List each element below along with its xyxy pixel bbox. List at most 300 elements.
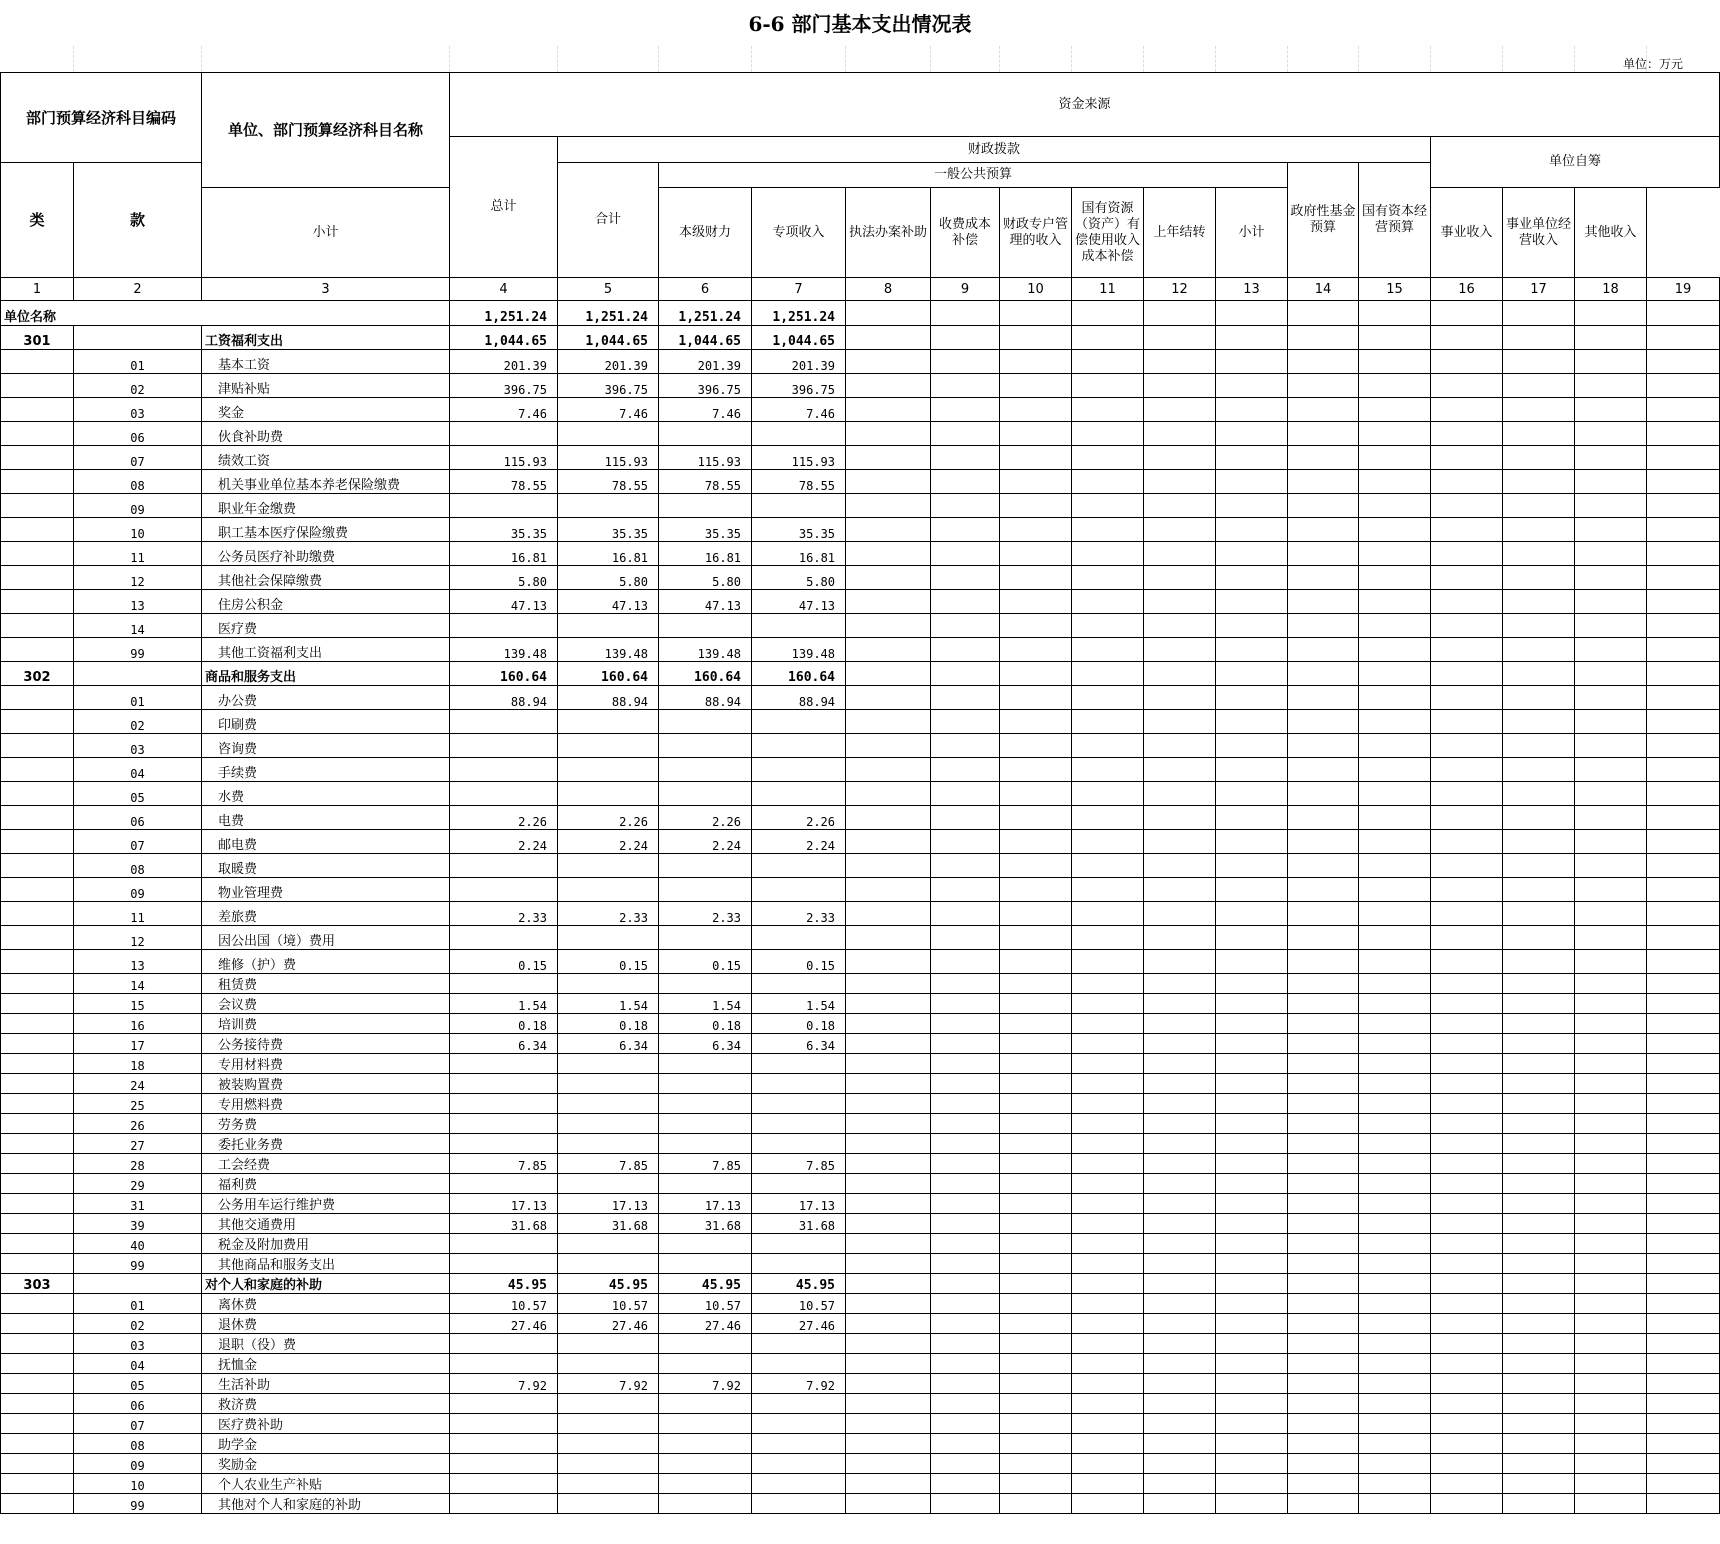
empty-cell bbox=[1431, 1294, 1503, 1314]
table-row bbox=[1, 854, 1720, 878]
empty-cell bbox=[1431, 470, 1503, 494]
table-row bbox=[1, 1134, 1720, 1154]
empty-cell bbox=[931, 950, 1000, 974]
empty-cell bbox=[1288, 734, 1359, 758]
amount-cell bbox=[752, 1454, 846, 1474]
empty-cell bbox=[1359, 518, 1431, 542]
table-row bbox=[1, 446, 1720, 470]
empty-cell bbox=[1431, 1494, 1503, 1514]
empty-cell bbox=[931, 1034, 1000, 1054]
empty-cell bbox=[1359, 926, 1431, 950]
empty-cell bbox=[1359, 1234, 1431, 1254]
amount-cell bbox=[752, 782, 846, 806]
amount-cell bbox=[450, 1474, 558, 1494]
empty-cell bbox=[846, 830, 931, 854]
category-code bbox=[1, 1174, 74, 1194]
amount-cell bbox=[558, 1074, 659, 1094]
amount-cell: 47.13 bbox=[558, 590, 659, 614]
header-state-capital: 国有资本经营预算 bbox=[1359, 163, 1431, 278]
empty-cell bbox=[1072, 974, 1144, 994]
empty-cell bbox=[1144, 1354, 1216, 1374]
amount-cell bbox=[659, 1174, 752, 1194]
empty-cell bbox=[1431, 398, 1503, 422]
amount-cell bbox=[752, 1074, 846, 1094]
empty-cell bbox=[846, 590, 931, 614]
empty-cell bbox=[846, 1094, 931, 1114]
empty-cell bbox=[1144, 734, 1216, 758]
empty-cell bbox=[1072, 1474, 1144, 1494]
empty-cell bbox=[931, 1294, 1000, 1314]
amount-cell: 7.92 bbox=[450, 1374, 558, 1394]
category-row bbox=[1, 326, 1720, 350]
item-code: 99 bbox=[74, 1254, 202, 1274]
empty-cell bbox=[1359, 1474, 1431, 1494]
empty-cell bbox=[931, 686, 1000, 710]
item-name: 维修（护）费 bbox=[202, 950, 450, 974]
empty-cell bbox=[1288, 758, 1359, 782]
empty-cell bbox=[1647, 1034, 1720, 1054]
empty-cell bbox=[931, 398, 1000, 422]
amount-cell: 1.54 bbox=[558, 994, 659, 1014]
empty-cell bbox=[1216, 446, 1288, 470]
empty-cell bbox=[1000, 1454, 1072, 1474]
header-prior-year-carryover: 上年结转 bbox=[1144, 188, 1216, 278]
empty-cell bbox=[1359, 1094, 1431, 1114]
amount-cell bbox=[752, 878, 846, 902]
empty-cell bbox=[931, 1414, 1000, 1434]
empty-cell bbox=[1647, 350, 1720, 374]
empty-cell bbox=[1144, 662, 1216, 686]
empty-cell bbox=[1288, 1414, 1359, 1434]
empty-cell bbox=[1359, 398, 1431, 422]
amount-cell bbox=[659, 1394, 752, 1414]
column-guide bbox=[1430, 46, 1431, 72]
empty-cell bbox=[1503, 301, 1575, 326]
empty-cell bbox=[1288, 1074, 1359, 1094]
empty-cell bbox=[931, 590, 1000, 614]
amount-cell bbox=[558, 1334, 659, 1354]
amount-cell bbox=[659, 1074, 752, 1094]
empty-cell bbox=[1000, 1134, 1072, 1154]
empty-cell bbox=[1000, 1094, 1072, 1114]
expenditure-table bbox=[0, 72, 1720, 1514]
empty-cell bbox=[931, 1394, 1000, 1414]
amount-cell: 35.35 bbox=[752, 518, 846, 542]
empty-cell bbox=[1144, 1494, 1216, 1514]
empty-cell bbox=[1144, 1134, 1216, 1154]
amount-cell: 10.57 bbox=[558, 1294, 659, 1314]
empty-cell bbox=[846, 758, 931, 782]
amount-cell: 0.15 bbox=[450, 950, 558, 974]
empty-cell bbox=[1072, 422, 1144, 446]
empty-cell bbox=[1000, 806, 1072, 830]
category-code bbox=[1, 1154, 74, 1174]
empty-cell bbox=[1144, 1414, 1216, 1434]
empty-cell bbox=[931, 350, 1000, 374]
empty-cell bbox=[1359, 590, 1431, 614]
amount-cell: 2.26 bbox=[558, 806, 659, 830]
empty-cell bbox=[1144, 854, 1216, 878]
empty-cell bbox=[1647, 1374, 1720, 1394]
empty-cell bbox=[1431, 1134, 1503, 1154]
empty-cell bbox=[1288, 1194, 1359, 1214]
category-code bbox=[1, 1094, 74, 1114]
amount-cell bbox=[558, 854, 659, 878]
amount-cell: 5.80 bbox=[752, 566, 846, 590]
amount-cell bbox=[659, 878, 752, 902]
empty-cell bbox=[1575, 446, 1647, 470]
category-code bbox=[1, 638, 74, 662]
empty-cell bbox=[1072, 1094, 1144, 1114]
empty-cell bbox=[1144, 301, 1216, 326]
empty-cell bbox=[1503, 1334, 1575, 1354]
item-code: 05 bbox=[74, 1374, 202, 1394]
empty-cell bbox=[1575, 422, 1647, 446]
empty-cell bbox=[1144, 1074, 1216, 1094]
amount-cell: 201.39 bbox=[450, 350, 558, 374]
empty-cell bbox=[1575, 470, 1647, 494]
empty-cell bbox=[846, 566, 931, 590]
item-code: 99 bbox=[74, 638, 202, 662]
item-name: 差旅费 bbox=[202, 902, 450, 926]
column-guide bbox=[1502, 46, 1503, 72]
empty-cell bbox=[1503, 350, 1575, 374]
empty-cell bbox=[1216, 710, 1288, 734]
empty-cell bbox=[1144, 1474, 1216, 1494]
column-guide bbox=[201, 46, 202, 72]
item-code: 18 bbox=[74, 1054, 202, 1074]
table-row bbox=[1, 542, 1720, 566]
empty-cell bbox=[1647, 686, 1720, 710]
amount-cell: 31.68 bbox=[450, 1214, 558, 1234]
column-guide bbox=[930, 46, 931, 72]
empty-cell bbox=[846, 926, 931, 950]
empty-cell bbox=[1216, 1334, 1288, 1354]
amount-cell bbox=[752, 1114, 846, 1134]
item-name: 公务接待费 bbox=[202, 1034, 450, 1054]
item-code: 08 bbox=[74, 470, 202, 494]
empty-cell bbox=[1647, 1014, 1720, 1034]
amount-cell bbox=[659, 1054, 752, 1074]
amount-cell: 160.64 bbox=[752, 662, 846, 686]
empty-cell bbox=[1072, 950, 1144, 974]
empty-cell bbox=[1288, 614, 1359, 638]
total-value-6: 1,251.24 bbox=[659, 301, 752, 326]
item-name: 津贴补贴 bbox=[202, 374, 450, 398]
category-code bbox=[1, 1014, 74, 1034]
empty-cell bbox=[1072, 614, 1144, 638]
category-code bbox=[1, 1234, 74, 1254]
table-row bbox=[1, 1474, 1720, 1494]
item-code: 28 bbox=[74, 1154, 202, 1174]
empty-cell bbox=[1503, 1194, 1575, 1214]
empty-cell bbox=[846, 734, 931, 758]
empty-cell bbox=[931, 994, 1000, 1014]
category-code bbox=[1, 470, 74, 494]
empty-cell bbox=[1216, 1214, 1288, 1234]
category-code bbox=[1, 758, 74, 782]
amount-cell: 1.54 bbox=[659, 994, 752, 1014]
empty-cell bbox=[846, 1054, 931, 1074]
empty-cell bbox=[1144, 566, 1216, 590]
empty-cell bbox=[1000, 1314, 1072, 1334]
header-total: 总计 bbox=[450, 137, 558, 278]
empty-cell bbox=[1503, 974, 1575, 994]
empty-cell bbox=[1575, 1174, 1647, 1194]
amount-cell: 27.46 bbox=[752, 1314, 846, 1334]
amount-cell: 5.80 bbox=[450, 566, 558, 590]
empty-cell bbox=[931, 902, 1000, 926]
empty-cell bbox=[1072, 326, 1144, 350]
amount-cell bbox=[752, 734, 846, 758]
item-name: 其他工资福利支出 bbox=[202, 638, 450, 662]
empty-cell bbox=[1575, 374, 1647, 398]
amount-cell bbox=[450, 974, 558, 994]
amount-cell: 17.13 bbox=[450, 1194, 558, 1214]
empty-cell bbox=[1503, 542, 1575, 566]
empty-cell bbox=[1216, 1034, 1288, 1054]
item-code: 25 bbox=[74, 1094, 202, 1114]
item-name: 基本工资 bbox=[202, 350, 450, 374]
amount-cell bbox=[558, 1254, 659, 1274]
item-code: 06 bbox=[74, 1394, 202, 1414]
category-code: 303 bbox=[1, 1274, 74, 1294]
empty-cell bbox=[1288, 542, 1359, 566]
table-row bbox=[1, 1314, 1720, 1334]
empty-cell bbox=[1288, 1254, 1359, 1274]
empty-cell bbox=[1359, 1154, 1431, 1174]
table-row bbox=[1, 1014, 1720, 1034]
amount-cell bbox=[752, 1434, 846, 1454]
empty-cell bbox=[1144, 1254, 1216, 1274]
empty-cell bbox=[1503, 710, 1575, 734]
empty-cell bbox=[1503, 1034, 1575, 1054]
amount-cell: 7.46 bbox=[558, 398, 659, 422]
empty-cell bbox=[1216, 878, 1288, 902]
category-code bbox=[1, 542, 74, 566]
empty-cell bbox=[1359, 1054, 1431, 1074]
category-code bbox=[1, 1054, 74, 1074]
empty-cell bbox=[1072, 878, 1144, 902]
empty-cell bbox=[931, 1014, 1000, 1034]
empty-cell bbox=[1647, 494, 1720, 518]
header-fiscal-total: 合计 bbox=[558, 163, 659, 278]
empty-cell bbox=[1072, 1394, 1144, 1414]
empty-cell bbox=[1647, 422, 1720, 446]
empty-cell bbox=[1144, 1394, 1216, 1414]
empty-cell bbox=[931, 542, 1000, 566]
item-name: 抚恤金 bbox=[202, 1354, 450, 1374]
empty-cell bbox=[1575, 1014, 1647, 1034]
empty-cell bbox=[1144, 758, 1216, 782]
empty-cell bbox=[1431, 638, 1503, 662]
empty-cell bbox=[1647, 638, 1720, 662]
table-row bbox=[1, 1174, 1720, 1194]
empty-cell bbox=[1503, 1474, 1575, 1494]
empty-cell bbox=[1647, 1274, 1720, 1294]
empty-cell bbox=[1000, 326, 1072, 350]
amount-cell: 0.18 bbox=[752, 1014, 846, 1034]
amount-cell: 27.46 bbox=[558, 1314, 659, 1334]
amount-cell bbox=[752, 926, 846, 950]
table-row bbox=[1, 902, 1720, 926]
empty-cell bbox=[1144, 686, 1216, 710]
empty-cell bbox=[1000, 1494, 1072, 1514]
column-number: 13 bbox=[1216, 278, 1288, 301]
empty-cell bbox=[846, 1114, 931, 1134]
item-name: 福利费 bbox=[202, 1174, 450, 1194]
amount-cell bbox=[752, 1134, 846, 1154]
empty-cell bbox=[1000, 1114, 1072, 1134]
amount-cell: 201.39 bbox=[752, 350, 846, 374]
category-code bbox=[1, 614, 74, 638]
empty-cell bbox=[1216, 590, 1288, 614]
empty-cell bbox=[1072, 710, 1144, 734]
amount-cell bbox=[752, 1054, 846, 1074]
empty-cell bbox=[1575, 398, 1647, 422]
empty-cell bbox=[1359, 1194, 1431, 1214]
empty-cell bbox=[1647, 854, 1720, 878]
empty-cell bbox=[1575, 1494, 1647, 1514]
empty-cell bbox=[1072, 1034, 1144, 1054]
empty-cell bbox=[1000, 1274, 1072, 1294]
column-guide bbox=[1143, 46, 1144, 72]
empty-cell bbox=[1000, 878, 1072, 902]
empty-cell bbox=[1000, 1394, 1072, 1414]
empty-cell bbox=[1288, 470, 1359, 494]
empty-cell bbox=[931, 470, 1000, 494]
empty-cell bbox=[1144, 470, 1216, 494]
column-guide bbox=[1287, 46, 1288, 72]
amount-cell: 88.94 bbox=[450, 686, 558, 710]
empty-cell bbox=[1575, 758, 1647, 782]
amount-cell bbox=[558, 422, 659, 446]
empty-cell bbox=[1144, 1334, 1216, 1354]
table-row bbox=[1, 1154, 1720, 1174]
empty-cell bbox=[1359, 994, 1431, 1014]
empty-cell bbox=[1072, 566, 1144, 590]
table-row bbox=[1, 518, 1720, 542]
empty-cell bbox=[1575, 1354, 1647, 1374]
empty-cell bbox=[846, 1234, 931, 1254]
empty-cell bbox=[846, 422, 931, 446]
amount-cell bbox=[450, 1094, 558, 1114]
empty-cell bbox=[1647, 974, 1720, 994]
empty-cell bbox=[1503, 470, 1575, 494]
empty-cell bbox=[1359, 950, 1431, 974]
empty-cell bbox=[1647, 1094, 1720, 1114]
empty-cell bbox=[1359, 830, 1431, 854]
empty-cell bbox=[1647, 1334, 1720, 1354]
amount-cell: 139.48 bbox=[450, 638, 558, 662]
empty-cell bbox=[1216, 350, 1288, 374]
amount-cell: 45.95 bbox=[752, 1274, 846, 1294]
amount-cell: 2.33 bbox=[752, 902, 846, 926]
amount-cell bbox=[558, 1474, 659, 1494]
table-row bbox=[1, 1054, 1720, 1074]
amount-cell: 16.81 bbox=[752, 542, 846, 566]
amount-cell: 27.46 bbox=[659, 1314, 752, 1334]
empty-cell bbox=[1144, 1314, 1216, 1334]
item-code: 01 bbox=[74, 686, 202, 710]
empty-cell bbox=[1072, 1434, 1144, 1454]
item-code: 26 bbox=[74, 1114, 202, 1134]
empty-cell bbox=[1000, 590, 1072, 614]
empty-cell bbox=[1072, 1014, 1144, 1034]
item-code: 06 bbox=[74, 422, 202, 446]
column-number: 7 bbox=[752, 278, 846, 301]
column-number: 10 bbox=[1000, 278, 1072, 301]
amount-cell bbox=[558, 1094, 659, 1114]
amount-cell: 7.92 bbox=[752, 1374, 846, 1394]
empty-cell bbox=[1359, 1014, 1431, 1034]
amount-cell: 0.18 bbox=[450, 1014, 558, 1034]
empty-cell bbox=[1647, 1194, 1720, 1214]
empty-cell bbox=[931, 374, 1000, 398]
category-code bbox=[1, 1354, 74, 1374]
item-code: 39 bbox=[74, 1214, 202, 1234]
amount-cell bbox=[558, 1394, 659, 1414]
empty-cell bbox=[1431, 806, 1503, 830]
header-law-enforcement: 执法办案补助 bbox=[846, 188, 931, 278]
empty-cell bbox=[931, 830, 1000, 854]
amount-cell: 2.33 bbox=[450, 902, 558, 926]
empty-cell bbox=[1431, 854, 1503, 878]
empty-cell bbox=[1288, 1234, 1359, 1254]
table-row bbox=[1, 1234, 1720, 1254]
empty-cell bbox=[1431, 1474, 1503, 1494]
column-guide bbox=[999, 46, 1000, 72]
empty-cell bbox=[1216, 1174, 1288, 1194]
header-fund-source: 资金来源 bbox=[450, 73, 1720, 137]
amount-cell: 160.64 bbox=[450, 662, 558, 686]
empty-cell bbox=[1288, 878, 1359, 902]
empty-cell bbox=[1072, 1274, 1144, 1294]
empty-cell bbox=[1431, 446, 1503, 470]
empty-cell bbox=[931, 1474, 1000, 1494]
item-code: 24 bbox=[74, 1074, 202, 1094]
empty-cell bbox=[1288, 1214, 1359, 1234]
table-row bbox=[1, 950, 1720, 974]
empty-cell bbox=[1144, 1114, 1216, 1134]
empty-cell bbox=[846, 878, 931, 902]
amount-cell: 78.55 bbox=[752, 470, 846, 494]
table-row bbox=[1, 1494, 1720, 1514]
empty-cell bbox=[1431, 878, 1503, 902]
empty-cell bbox=[1216, 758, 1288, 782]
empty-cell bbox=[846, 398, 931, 422]
empty-cell bbox=[1216, 926, 1288, 950]
empty-cell bbox=[1288, 1114, 1359, 1134]
empty-cell bbox=[1072, 518, 1144, 542]
empty-cell bbox=[1144, 446, 1216, 470]
empty-cell bbox=[1575, 926, 1647, 950]
table-row bbox=[1, 638, 1720, 662]
amount-cell bbox=[450, 1334, 558, 1354]
empty-cell bbox=[1216, 830, 1288, 854]
item-name: 医疗费补助 bbox=[202, 1414, 450, 1434]
category-code bbox=[1, 446, 74, 470]
empty-cell bbox=[1359, 1454, 1431, 1474]
empty-cell bbox=[1144, 1014, 1216, 1034]
empty-cell bbox=[1359, 350, 1431, 374]
empty-cell bbox=[846, 782, 931, 806]
empty-cell bbox=[931, 878, 1000, 902]
amount-cell: 7.92 bbox=[558, 1374, 659, 1394]
amount-cell bbox=[558, 1434, 659, 1454]
empty-cell bbox=[1431, 1054, 1503, 1074]
empty-cell bbox=[931, 1254, 1000, 1274]
